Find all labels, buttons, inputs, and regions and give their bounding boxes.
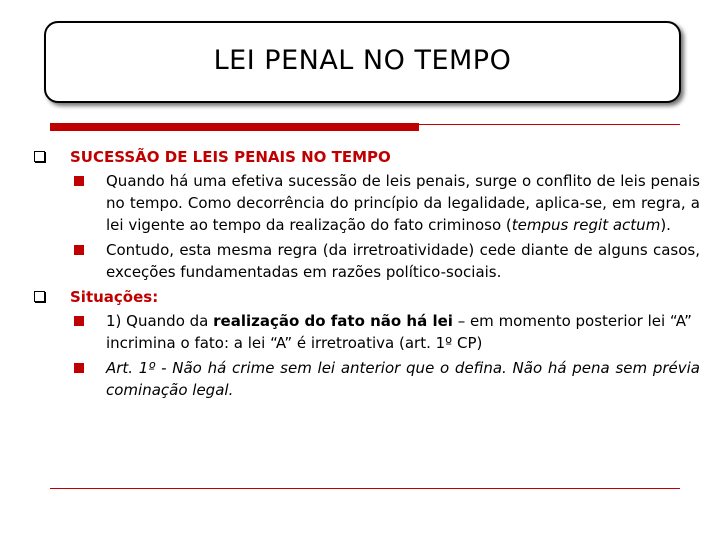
bullet-text: Contudo, esta mesma regra (da irretroatividade) cede diante de alguns casos, exceções fundamentadas em razões político-sociais. [106,241,700,281]
checkbox-bullet-icon [34,151,45,162]
section-heading-situacoes [34,286,700,308]
square-bullet-icon [74,316,84,326]
section-heading-text: Situações: [70,288,159,306]
checkbox-bullet-icon [34,291,45,302]
bullet-item [34,170,700,236]
square-bullet-icon [74,245,84,255]
divider-bottom [50,488,680,489]
bullet-item [34,239,700,283]
section-heading-sucessao [34,146,700,168]
title-box [44,21,681,103]
bullet-text: ). [660,216,671,234]
section-heading-text: SUCESSÃO DE LEIS PENAIS NO TEMPO [70,148,391,166]
bullet-text: Quando há uma efetiva sucessão de leis penais, surge o conflito de leis penais no tempo. Como decorrência do princípio da legalidade, aplica-se, em regra, a lei vigente ao tempo da realização do fato criminoso ( [106,172,700,234]
bullet-item [34,310,700,354]
square-bullet-icon [74,363,84,373]
bullet-text: – em momento posterior lei “A” incrimina o fato: a lei “A” é irretroativa (art. 1º CP) [106,312,692,352]
bullet-text-italic: tempus regit actum [511,216,661,234]
square-bullet-icon [74,176,84,186]
bullet-text-italic: Art. 1º - Não há crime sem lei anterior que o defina. Não há pena sem prévia cominação legal. [106,359,700,399]
accent-bar [50,123,419,131]
bullet-item [34,357,700,401]
slide-content [34,146,700,401]
bullet-text: 1) Quando da [106,312,214,330]
page-title: LEI PENAL NO TEMPO [213,44,512,76]
bullet-text-bold: realização do fato não há lei [213,312,453,330]
